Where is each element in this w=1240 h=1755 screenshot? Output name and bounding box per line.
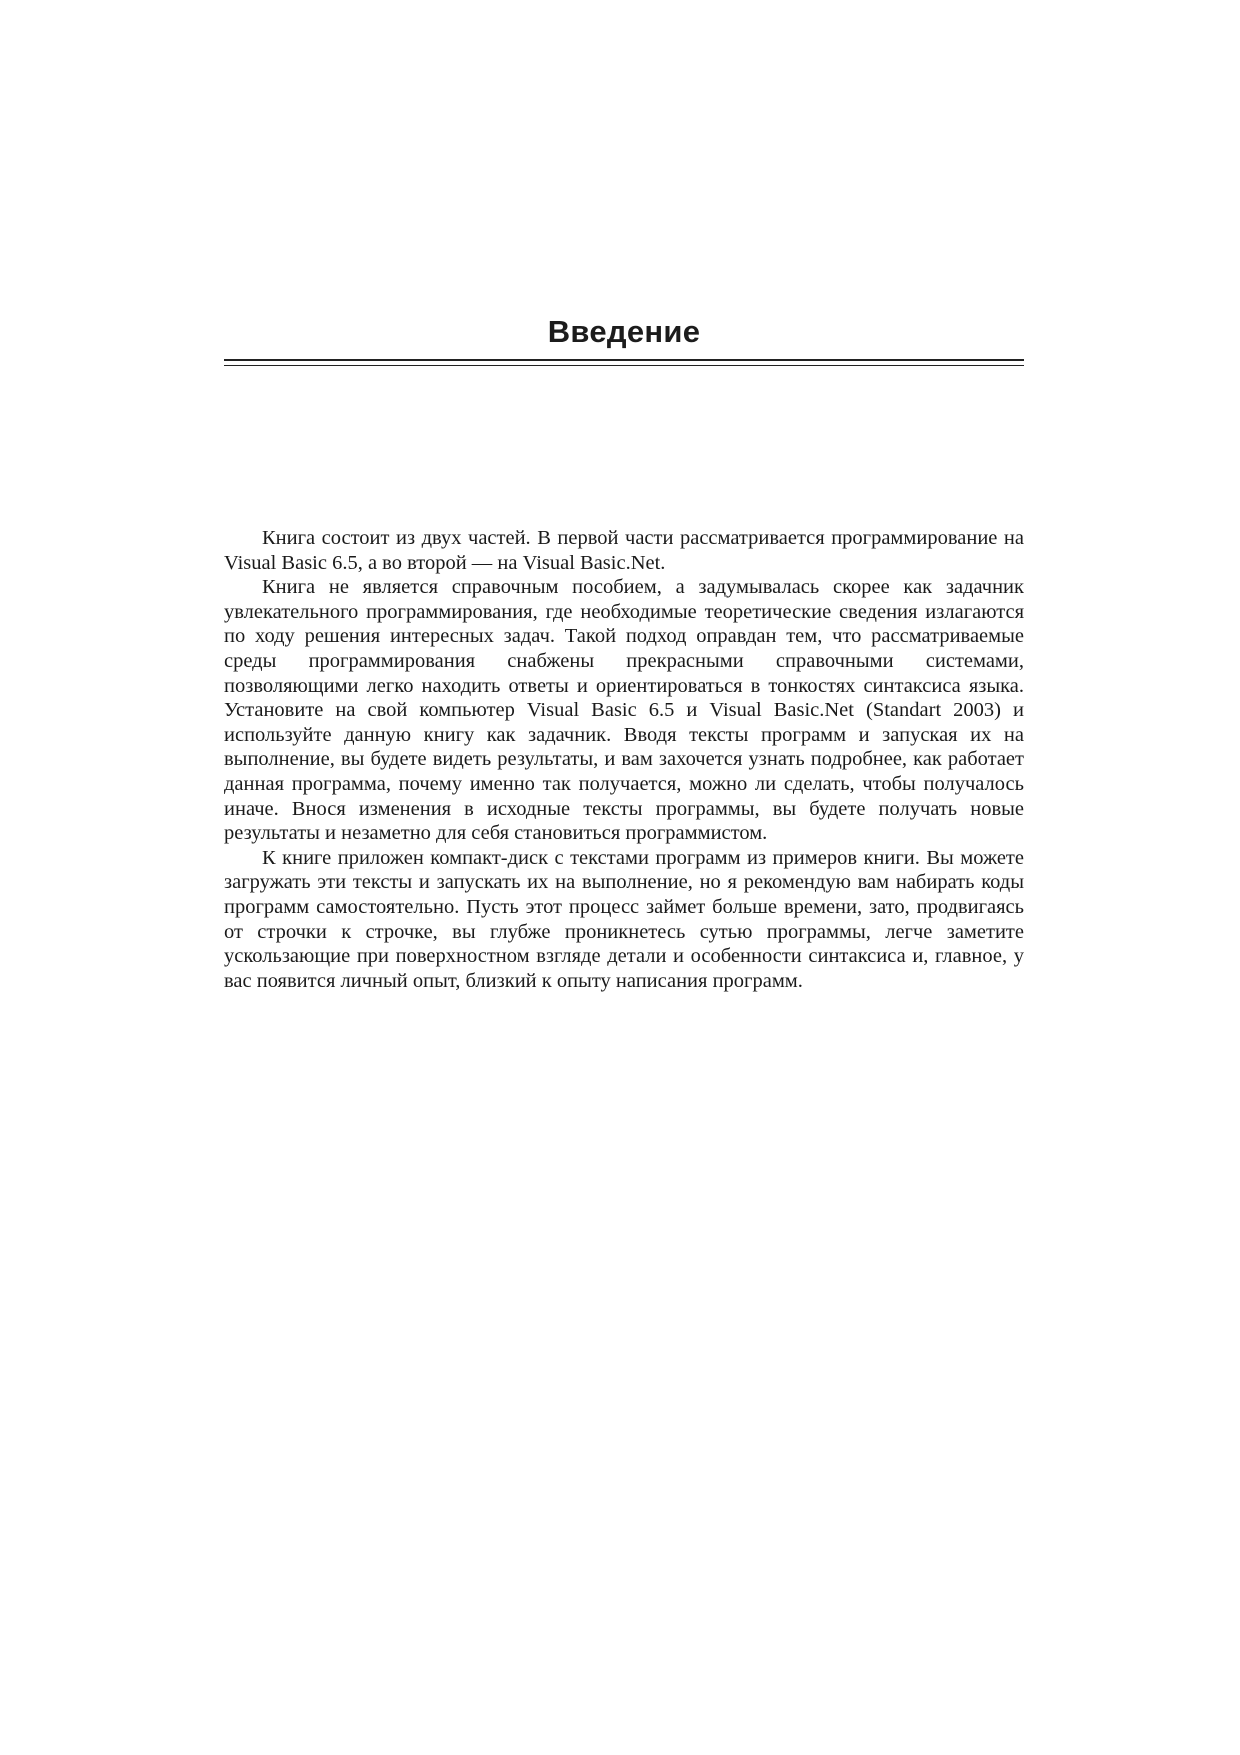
title-double-rule bbox=[224, 359, 1024, 368]
title-rule-thin-line bbox=[224, 365, 1024, 366]
paragraph-2: Книга не является справочным пособием, а задумывалась скорее как задачник увлекательного программирования, где необходимые теоретические сведения излагаются по ходу решения интересных задач. Такой подход оправдан тем, что рассматриваемые среды программирования снабжены прекрасными справочными системами, позволяющими легко находить ответы и ориентироваться в тонкостях синтаксиса языка. Установите на свой компьютер Visual Basic 6.5 и Visual Basic.Net (Standart 2003) и используйте данную книгу как задачник. Вводя тексты программ и запуская их на выполнение, вы будете видеть результаты, и вам захочется узнать подробнее, как работает данная программа, почему именно так получается, можно ли сделать, чтобы получалось иначе. Внося изменения в исходные тексты программы, вы будете получать новые результаты и незаметно для себя становиться программистом. bbox=[224, 576, 1024, 845]
paragraph-3: К книге приложен компакт-диск с текстами программ из примеров книги. Вы можете загружать эти тексты и запускать их на выполнение, но я рекомендую вам набирать коды программ самостоятельно. Пусть этот процесс займет больше времени, зато, продвигаясь от строчки к строчке, вы глубже проникнетесь сутью программы, легче заметите ускользающие при поверхностном взгляде детали и особенности синтаксиса и, главное, у вас появится личный опыт, близкий к опыту написания программ. bbox=[224, 846, 1024, 992]
body-text bbox=[224, 526, 1024, 993]
paragraph-1: Книга состоит из двух частей. В первой части рассматривается программирование на Visual Basic 6.5, а во второй — на Visual Basic.Net. bbox=[224, 527, 1024, 574]
title-rule-thick-line bbox=[224, 359, 1024, 361]
chapter-title: Введение bbox=[547, 314, 701, 349]
